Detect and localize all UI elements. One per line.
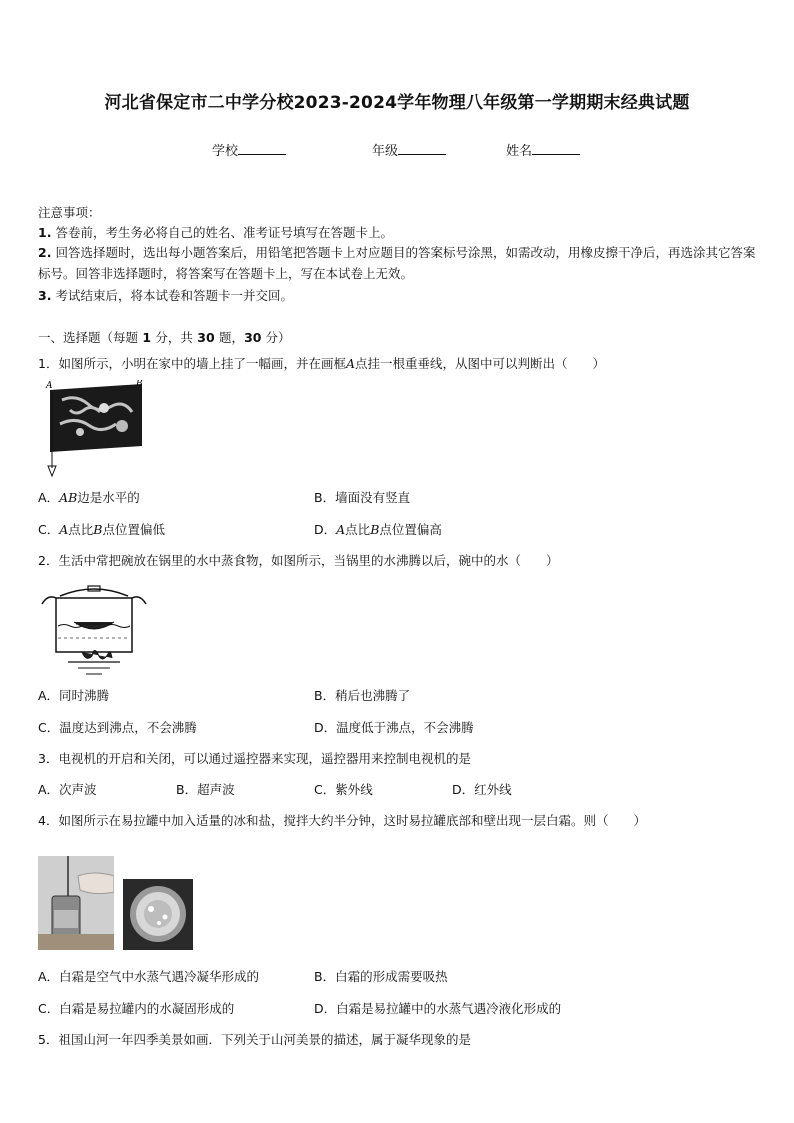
q4-option-c[interactable]: C．白霜是易拉罐内的水凝固形成的 — [38, 1001, 235, 1016]
name-field — [506, 140, 580, 159]
notice-text: 回答选择题时，选出每小题答案后，用铅笔把答题卡上对应题目的答案标号涂黑，如需改动，用橡皮擦干净后，再选涂其它答案标号。回答非选择题时，将答案写在答题卡上，写在本试卷上无效。 — [38, 245, 756, 281]
q4-figure-can — [38, 856, 114, 950]
grade-label: 年级 — [372, 144, 399, 159]
opt-text: 点位置偏高 — [379, 522, 442, 537]
q3-option-b[interactable]: B．超声波 — [176, 782, 235, 797]
opt-mid: 点比 — [68, 522, 94, 537]
q2-option-d[interactable]: D．温度低于沸点，不会沸腾 — [314, 720, 474, 735]
notice-item-1 — [38, 223, 393, 241]
q3-option-a[interactable]: A．次声波 — [38, 782, 97, 797]
q4-option-a[interactable]: A．白霜是空气中水蒸气遇冷凝华形成的 — [38, 969, 260, 984]
steaming-pot-figure — [38, 582, 150, 678]
notice-heading: 注意事项： — [38, 205, 101, 220]
notice-text: 答卷前，考生务必将自己的姓名、准考证号填写在答题卡上。 — [55, 225, 393, 240]
section-heading — [38, 328, 290, 346]
question-4-stem: 4．如图所示在易拉罐中加入适量的冰和盐，搅拌大约半分钟，这时易拉罐底部和壁出现一层白霜。则（ ） — [38, 813, 646, 828]
section-mid1: 分，共 — [155, 330, 193, 345]
fig-label-a: A — [46, 381, 53, 391]
q1-var-a: A — [345, 356, 355, 371]
q1-option-c[interactable] — [38, 520, 165, 538]
opt-text: 点位置偏低 — [102, 522, 165, 537]
notice-num: 3. — [38, 288, 52, 303]
section-count: 30 — [192, 330, 220, 345]
q4-option-d[interactable]: D．白霜是易拉罐中的水蒸气遇冷液化形成的 — [314, 1001, 562, 1016]
notice-text: 考试结束后，将本试卷和答题卡一并交回。 — [55, 288, 293, 303]
q1-figure — [40, 380, 150, 478]
opt-letter: C． — [38, 522, 60, 537]
opt-text: B．墙面没有竖直 — [314, 490, 411, 505]
notice-item-2 — [38, 242, 760, 284]
grade-blank[interactable] — [398, 142, 446, 155]
school-field — [212, 140, 286, 159]
q1-option-b[interactable] — [314, 488, 410, 506]
notice-item-3 — [38, 286, 293, 304]
opt-var: B — [370, 522, 380, 537]
section-suffix: 分） — [261, 330, 291, 345]
painting-plumb-line-figure — [40, 380, 150, 478]
q2-option-a[interactable]: A．同时沸腾 — [38, 688, 110, 703]
section-score: 1 — [138, 330, 156, 345]
opt-text: 边是水平的 — [77, 490, 140, 505]
opt-var: A — [59, 522, 69, 537]
opt-var: A — [336, 522, 346, 537]
q1-option-d[interactable] — [314, 520, 442, 538]
question-2-stem: 2．生活中常把碗放在锅里的水中蒸食物，如图所示，当锅里的水沸腾以后，碗中的水（ ） — [38, 553, 559, 568]
opt-mid: 点比 — [345, 522, 371, 537]
question-3-stem: 3．电视机的开启和关闭，可以通过遥控器来实现，遥控器用来控制电视机的是 — [38, 751, 471, 766]
q2-option-c[interactable]: C．温度达到沸点，不会沸腾 — [38, 720, 197, 735]
section-prefix: 一、选择题（每题 — [38, 330, 139, 345]
q1-stem-a: 1．如图所示，小明在家中的墙上挂了一幅画，并在画框 — [38, 356, 346, 371]
opt-var: AB — [59, 490, 78, 505]
section-mid2: 题， — [219, 330, 245, 345]
question-5-stem: 5．祖国山河一年四季美景如画．下列关于山河美景的描述，属于凝华现象的是 — [38, 1032, 471, 1047]
notice-num: 2. — [38, 245, 52, 260]
section-total: 30 — [244, 330, 262, 345]
name-label: 姓名 — [506, 144, 533, 159]
q3-option-d[interactable]: D．红外线 — [452, 782, 512, 797]
school-label: 学校 — [212, 144, 239, 159]
grade-field — [372, 140, 446, 159]
q4-figure-frost — [123, 879, 193, 950]
school-blank[interactable] — [238, 142, 286, 155]
frost-can-bottom-photo — [123, 879, 193, 950]
q2-option-b[interactable]: B．稍后也沸腾了 — [314, 688, 411, 703]
q2-figure — [38, 582, 150, 678]
question-1-stem — [38, 354, 605, 372]
q4-option-b[interactable]: B．白霜的形成需要吸热 — [314, 969, 448, 984]
q1-stem-b: 点挂一根重垂线，从图中可以判断出（ ） — [355, 356, 606, 371]
exam-title: 河北省保定市二中学分校2023-2024学年物理八年级第一学期期末经典试题 — [104, 93, 690, 113]
fig-label-b: B — [136, 380, 143, 389]
name-blank[interactable] — [532, 142, 580, 155]
opt-var: B — [93, 522, 103, 537]
can-stirring-photo — [38, 856, 114, 950]
opt-letter: A． — [38, 490, 60, 505]
q3-option-c[interactable]: C．紫外线 — [314, 782, 373, 797]
notice-num: 1. — [38, 225, 52, 240]
q1-option-a[interactable] — [38, 488, 140, 506]
opt-letter: D． — [314, 522, 337, 537]
